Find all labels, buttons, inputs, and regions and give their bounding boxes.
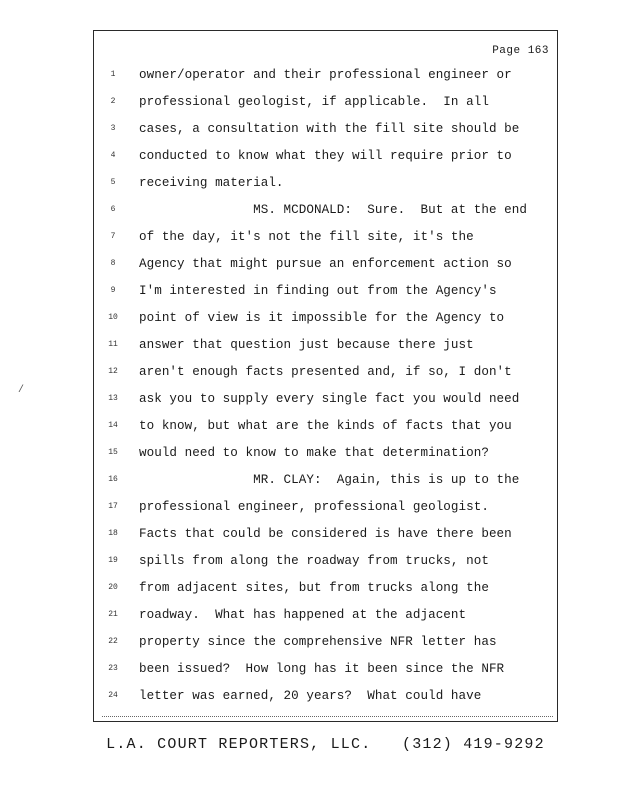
line-number: 2	[110, 97, 116, 106]
transcript-line: I'm interested in finding out from the Agency's	[139, 284, 497, 298]
line-number: 19	[108, 556, 118, 565]
transcript-line: point of view is it impossible for the Agency to	[139, 311, 505, 325]
transcript-line: owner/operator and their professional engineer or	[139, 68, 512, 82]
transcript-line: from adjacent sites, but from trucks along the	[139, 581, 489, 595]
transcript-line: aren't enough facts presented and, if so, I don't	[139, 365, 512, 379]
transcript-line: of the day, it's not the fill site, it's the	[139, 230, 474, 244]
transcript-line: to know, but what are the kinds of facts that you	[139, 419, 512, 433]
transcript-line: roadway. What has happened at the adjacent	[139, 608, 467, 622]
line-number: 16	[108, 475, 118, 484]
transcript-line: spills from along the roadway from trucks, not	[139, 554, 489, 568]
line-number: 10	[108, 313, 118, 322]
line-number: 18	[108, 529, 118, 538]
transcript-line: MS. MCDONALD: Sure. But at the end	[139, 203, 527, 217]
transcript-line: letter was earned, 20 years? What could have	[139, 689, 482, 703]
transcript-line: Agency that might pursue an enforcement action so	[139, 257, 512, 271]
line-number: 20	[108, 583, 118, 592]
line-number: 4	[110, 151, 116, 160]
line-number: 21	[108, 610, 118, 619]
transcript-line: professional engineer, professional geologist.	[139, 500, 489, 514]
line-number: 23	[108, 664, 118, 673]
transcript-line: would need to know to make that determination?	[139, 446, 489, 460]
transcript-page	[93, 30, 558, 722]
line-number: 13	[108, 394, 118, 403]
line-number: 6	[110, 205, 116, 214]
transcript-line: property since the comprehensive NFR letter has	[139, 635, 497, 649]
line-number: 9	[110, 286, 116, 295]
line-number: 17	[108, 502, 118, 511]
line-number: 3	[110, 124, 116, 133]
reporter-footer: L.A. COURT REPORTERS, LLC. (312) 419-9292	[106, 736, 545, 753]
transcript-line: been issued? How long has it been since the NFR	[139, 662, 505, 676]
line-number: 11	[108, 340, 118, 349]
transcript-line: receiving material.	[139, 176, 284, 190]
margin-mark: /	[18, 385, 25, 396]
transcript-line: MR. CLAY: Again, this is up to the	[139, 473, 520, 487]
line-number-column	[96, 68, 130, 716]
transcript-line: ask you to supply every single fact you would need	[139, 392, 520, 406]
transcript-line: answer that question just because there just	[139, 338, 474, 352]
line-number: 24	[108, 691, 118, 700]
bottom-divider	[102, 716, 553, 717]
line-number: 12	[108, 367, 118, 376]
page-number: Page 163	[492, 45, 549, 57]
line-number: 5	[110, 178, 116, 187]
line-number: 7	[110, 232, 116, 241]
transcript-text	[139, 67, 557, 715]
line-number: 14	[108, 421, 118, 430]
transcript-line: conducted to know what they will require prior to	[139, 149, 512, 163]
transcript-line: professional geologist, if applicable. In all	[139, 95, 489, 109]
line-number: 22	[108, 637, 118, 646]
line-number: 1	[110, 70, 116, 79]
transcript-line: Facts that could be considered is have there been	[139, 527, 512, 541]
line-number: 8	[110, 259, 116, 268]
transcript-line: cases, a consultation with the fill site should be	[139, 122, 520, 136]
line-number: 15	[108, 448, 118, 457]
